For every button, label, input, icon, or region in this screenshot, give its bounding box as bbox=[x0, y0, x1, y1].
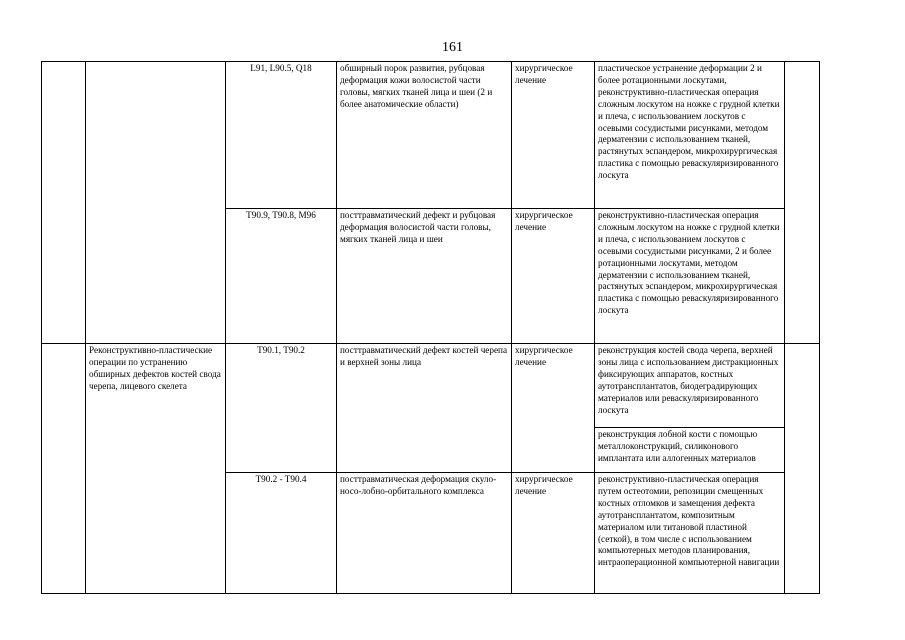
treatment-method-cell: реконструктивно-пластическая операция сложным лоскутом на ножке с грудной клетки и плеча, с использованием лоскутов с осевыми сосудистыми рисунками, 2 и более ротационными лоскутами, методом дерматензии с использованием тканей, растянутых эспандером, микрохирургическая пластика с помощью реваскуляризированного лоскута bbox=[595, 209, 785, 344]
icd-codes-cell: T90.2 - T90.4 bbox=[226, 473, 337, 594]
treatment-method-cell: реконструктивно-пластическая операция путем остеотомии, репозиции смещенных костных отломков и замещения дефекта аутотрансплантатом, композитным материалом или титановой пластиной (сеткой), в том числе с использованием компьютерных методов планирования, интраоперационной компьютерной навигации bbox=[595, 473, 785, 594]
treatment-method-cell: реконструкция костей свода черепа, верхней зоны лица с использованием дистракционных фиксирующих аппаратов, костных аутотрансплантатов, биодеградирующих материалов или реваскуляризированного лоскута bbox=[595, 344, 785, 428]
table-row bbox=[42, 344, 820, 428]
patient-model-cell: обширный порок развития, рубцовая деформация кожи волосистой части головы, мягких тканей лица и шеи (2 и более анатомические области) bbox=[337, 62, 512, 209]
treatment-type-cell: хирургическое лечение bbox=[512, 344, 595, 473]
treatment-method-cell: реконструкция лобной кости с помощью металлоконструкций, силиконового имплантата или аллогенных материалов bbox=[595, 428, 785, 473]
treatment-method-cell: пластическое устранение деформации 2 и более ротационными лоскутами, реконструктивно-пластическая операция сложным лоскутом на ножке с грудной клетки и плеча, с использованием лоскутов с осевыми сосудистыми рисунками, методом дерматензии с использованием тканей, растянутых эспандером, микрохирургическая пластика с помощью реваскуляризированного лоскута bbox=[595, 62, 785, 209]
medical-care-table bbox=[41, 61, 820, 594]
patient-model-cell: посттравматический дефект и рубцовая деформация волосистой части головы, мягких тканей лица и шеи bbox=[337, 209, 512, 344]
treatment-type-cell: хирургическое лечение bbox=[512, 62, 595, 209]
table-row bbox=[42, 62, 820, 209]
icd-codes-cell: T90.9, T90.8, M96 bbox=[226, 209, 337, 344]
icd-codes-cell: T90.1, T90.2 bbox=[226, 344, 337, 473]
patient-model-cell: посттравматический дефект костей черепа и верхней зоны лица bbox=[337, 344, 512, 473]
number-cell bbox=[42, 344, 86, 594]
cost-cell bbox=[785, 62, 820, 344]
page-number: 161 bbox=[442, 40, 463, 55]
patient-model-cell: посттравматическая деформация скуло-носо-лобно-орбитального комплекса bbox=[337, 473, 512, 594]
group-cell: Реконструктивно-пластические операции по устранению обширных дефектов костей свода черепа, лицевого скелета bbox=[86, 344, 226, 594]
group-cell bbox=[86, 62, 226, 344]
cost-cell bbox=[785, 344, 820, 594]
icd-codes-cell: L91, L90.5, Q18 bbox=[226, 62, 337, 209]
treatment-type-cell: хирургическое лечение bbox=[512, 473, 595, 594]
number-cell bbox=[42, 62, 86, 344]
treatment-type-cell: хирургическое лечение bbox=[512, 209, 595, 344]
